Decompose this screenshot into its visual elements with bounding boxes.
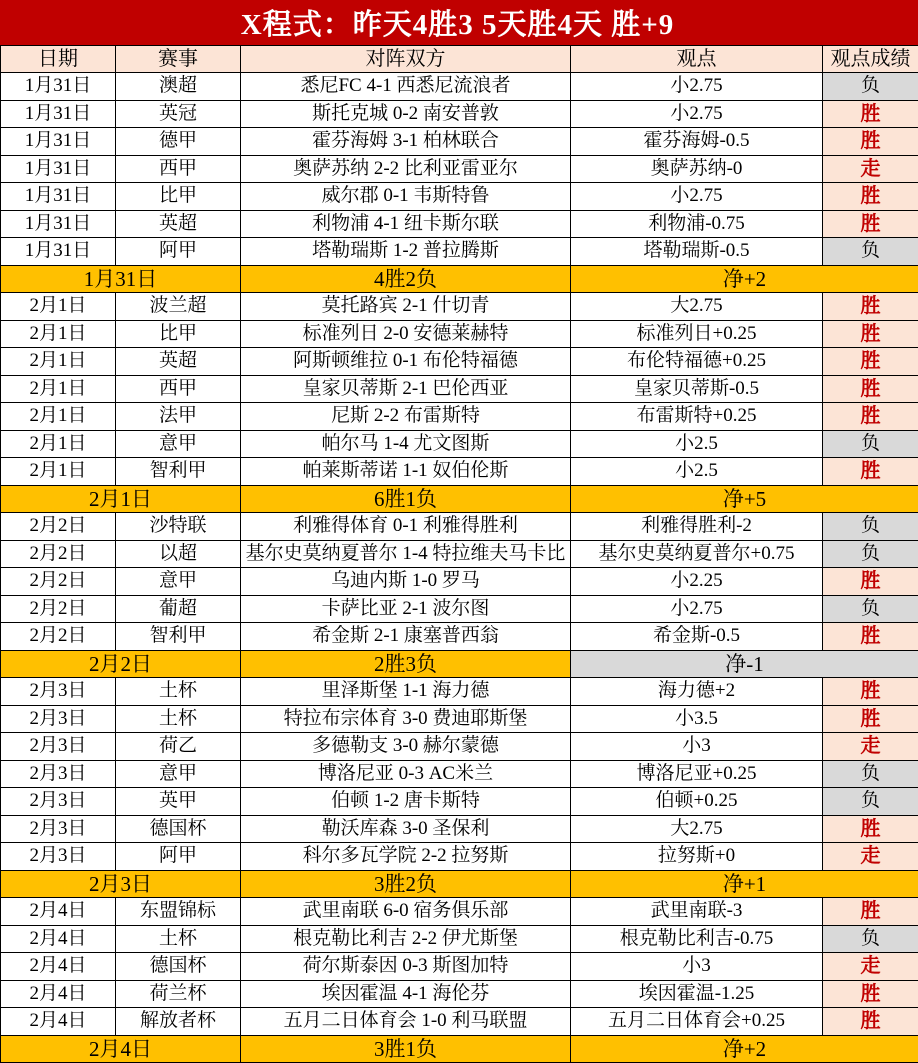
result-cell: 负 [823, 760, 918, 788]
column-header-matchup: 对阵双方 [241, 46, 571, 73]
league-cell: 比甲 [116, 320, 241, 348]
date-cell: 2月3日 [1, 678, 116, 706]
summary-row [1, 870, 918, 898]
match-row [1, 210, 918, 238]
match-row [1, 815, 918, 843]
opinion-cell: 布伦特福德+0.25 [571, 348, 823, 376]
column-header-date: 日期 [1, 46, 116, 73]
date-cell: 2月3日 [1, 843, 116, 871]
result-cell: 胜 [823, 815, 918, 843]
page-title: X程式：昨天4胜3 5天胜4天 胜+9 [0, 0, 915, 45]
date-cell: 1月31日 [1, 155, 116, 183]
result-cell: 胜 [823, 293, 918, 321]
opinion-cell: 武里南联-3 [571, 898, 823, 926]
result-cell: 胜 [823, 128, 918, 156]
match-cell: 特拉布宗体育 3-0 费迪耶斯堡 [241, 705, 571, 733]
result-cell: 胜 [823, 210, 918, 238]
opinion-cell: 大2.75 [571, 293, 823, 321]
summary-net-cell: 净+2 [571, 1035, 918, 1063]
opinion-cell: 根克勒比利吉-0.75 [571, 925, 823, 953]
date-cell: 2月1日 [1, 430, 116, 458]
match-row [1, 1008, 918, 1036]
header-row [1, 46, 918, 73]
opinion-cell: 小2.75 [571, 595, 823, 623]
date-cell: 1月31日 [1, 73, 116, 101]
opinion-cell: 霍芬海姆-0.5 [571, 128, 823, 156]
league-cell: 土杯 [116, 678, 241, 706]
match-row [1, 348, 918, 376]
opinion-cell: 小2.25 [571, 568, 823, 596]
date-cell: 2月4日 [1, 980, 116, 1008]
league-cell: 意甲 [116, 760, 241, 788]
result-cell: 胜 [823, 623, 918, 651]
match-cell: 标准列日 2-0 安德莱赫特 [241, 320, 571, 348]
date-cell: 2月4日 [1, 1008, 116, 1036]
result-cell: 胜 [823, 320, 918, 348]
match-row [1, 540, 918, 568]
match-cell: 奥萨苏纳 2-2 比利亚雷亚尔 [241, 155, 571, 183]
league-cell: 智利甲 [116, 458, 241, 486]
match-cell: 利雅得体育 0-1 利雅得胜利 [241, 513, 571, 541]
summary-date-cell: 2月2日 [1, 650, 241, 678]
match-cell: 希金斯 2-1 康塞普西翁 [241, 623, 571, 651]
league-cell: 阿甲 [116, 238, 241, 266]
match-cell: 卡萨比亚 2-1 波尔图 [241, 595, 571, 623]
opinion-cell: 小2.5 [571, 430, 823, 458]
league-cell: 比甲 [116, 183, 241, 211]
result-cell: 胜 [823, 375, 918, 403]
league-cell: 德国杯 [116, 815, 241, 843]
table-body [1, 73, 918, 1063]
result-cell: 负 [823, 788, 918, 816]
match-cell: 阿斯顿维拉 0-1 布伦特福德 [241, 348, 571, 376]
result-cell: 负 [823, 540, 918, 568]
result-cell: 胜 [823, 183, 918, 211]
result-cell: 负 [823, 925, 918, 953]
summary-record-cell: 6胜1负 [241, 485, 571, 513]
match-row [1, 953, 918, 981]
summary-date-cell: 2月3日 [1, 870, 241, 898]
summary-record-cell: 3胜1负 [241, 1035, 571, 1063]
opinion-cell: 小3 [571, 733, 823, 761]
summary-record-cell: 2胜3负 [241, 650, 571, 678]
summary-row [1, 650, 918, 678]
league-cell: 法甲 [116, 403, 241, 431]
league-cell: 波兰超 [116, 293, 241, 321]
match-row [1, 293, 918, 321]
date-cell: 2月4日 [1, 953, 116, 981]
opinion-cell: 小2.75 [571, 100, 823, 128]
result-cell: 负 [823, 595, 918, 623]
league-cell: 土杯 [116, 705, 241, 733]
opinion-cell: 五月二日体育会+0.25 [571, 1008, 823, 1036]
match-cell: 悉尼FC 4-1 西悉尼流浪者 [241, 73, 571, 101]
result-cell: 胜 [823, 1008, 918, 1036]
league-cell: 澳超 [116, 73, 241, 101]
date-cell: 2月2日 [1, 595, 116, 623]
league-cell: 意甲 [116, 568, 241, 596]
league-cell: 葡超 [116, 595, 241, 623]
league-cell: 西甲 [116, 375, 241, 403]
match-row [1, 458, 918, 486]
match-row [1, 568, 918, 596]
match-cell: 博洛尼亚 0-3 AC米兰 [241, 760, 571, 788]
summary-date-cell: 2月1日 [1, 485, 241, 513]
opinion-cell: 小3 [571, 953, 823, 981]
match-cell: 埃因霍温 4-1 海伦芬 [241, 980, 571, 1008]
date-cell: 1月31日 [1, 128, 116, 156]
match-cell: 莫托路宾 2-1 什切青 [241, 293, 571, 321]
date-cell: 2月3日 [1, 760, 116, 788]
summary-net-cell: 净+2 [571, 265, 918, 293]
match-row [1, 155, 918, 183]
match-row [1, 843, 918, 871]
result-cell: 负 [823, 513, 918, 541]
match-cell: 尼斯 2-2 布雷斯特 [241, 403, 571, 431]
match-cell: 帕尔马 1-4 尤文图斯 [241, 430, 571, 458]
date-cell: 2月1日 [1, 348, 116, 376]
league-cell: 意甲 [116, 430, 241, 458]
result-cell: 胜 [823, 403, 918, 431]
match-cell: 里泽斯堡 1-1 海力德 [241, 678, 571, 706]
date-cell: 2月4日 [1, 898, 116, 926]
date-cell: 2月1日 [1, 375, 116, 403]
league-cell: 阿甲 [116, 843, 241, 871]
date-cell: 2月1日 [1, 403, 116, 431]
date-cell: 1月31日 [1, 210, 116, 238]
result-cell: 负 [823, 73, 918, 101]
match-cell: 武里南联 6-0 宿务俱乐部 [241, 898, 571, 926]
match-row [1, 128, 918, 156]
match-row [1, 678, 918, 706]
result-cell: 胜 [823, 458, 918, 486]
match-row [1, 183, 918, 211]
results-table [0, 45, 918, 1063]
match-cell: 基尔史莫纳夏普尔 1-4 特拉维夫马卡比 [241, 540, 571, 568]
league-cell: 英超 [116, 210, 241, 238]
match-row [1, 733, 918, 761]
match-row [1, 925, 918, 953]
match-cell: 根克勒比利吉 2-2 伊尤斯堡 [241, 925, 571, 953]
date-cell: 2月3日 [1, 705, 116, 733]
opinion-cell: 利雅得胜利-2 [571, 513, 823, 541]
opinion-cell: 大2.75 [571, 815, 823, 843]
match-cell: 五月二日体育会 1-0 利马联盟 [241, 1008, 571, 1036]
league-cell: 智利甲 [116, 623, 241, 651]
date-cell: 2月1日 [1, 458, 116, 486]
opinion-cell: 小2.75 [571, 183, 823, 211]
result-cell: 负 [823, 430, 918, 458]
match-row [1, 430, 918, 458]
summary-date-cell: 1月31日 [1, 265, 241, 293]
date-cell: 2月2日 [1, 513, 116, 541]
opinion-cell: 小2.75 [571, 73, 823, 101]
summary-record-cell: 3胜2负 [241, 870, 571, 898]
league-cell: 英超 [116, 348, 241, 376]
date-cell: 2月1日 [1, 293, 116, 321]
league-cell: 以超 [116, 540, 241, 568]
opinion-cell: 标准列日+0.25 [571, 320, 823, 348]
match-row [1, 238, 918, 266]
date-cell: 1月31日 [1, 183, 116, 211]
opinion-cell: 埃因霍温-1.25 [571, 980, 823, 1008]
result-cell: 走 [823, 953, 918, 981]
date-cell: 2月3日 [1, 788, 116, 816]
match-cell: 乌迪内斯 1-0 罗马 [241, 568, 571, 596]
opinion-cell: 布雷斯特+0.25 [571, 403, 823, 431]
opinion-cell: 博洛尼亚+0.25 [571, 760, 823, 788]
date-cell: 2月2日 [1, 568, 116, 596]
match-row [1, 513, 918, 541]
opinion-cell: 皇家贝蒂斯-0.5 [571, 375, 823, 403]
result-cell: 胜 [823, 678, 918, 706]
date-cell: 1月31日 [1, 238, 116, 266]
match-row [1, 788, 918, 816]
match-cell: 科尔多瓦学院 2-2 拉努斯 [241, 843, 571, 871]
date-cell: 1月31日 [1, 100, 116, 128]
result-cell: 胜 [823, 980, 918, 1008]
match-cell: 伯顿 1-2 唐卡斯特 [241, 788, 571, 816]
league-cell: 英甲 [116, 788, 241, 816]
column-header-league: 赛事 [116, 46, 241, 73]
summary-net-cell: 净+1 [571, 870, 918, 898]
match-row [1, 705, 918, 733]
summary-date-cell: 2月4日 [1, 1035, 241, 1063]
league-cell: 德甲 [116, 128, 241, 156]
match-row [1, 73, 918, 101]
summary-row [1, 485, 918, 513]
match-row [1, 760, 918, 788]
match-cell: 塔勒瑞斯 1-2 普拉腾斯 [241, 238, 571, 266]
date-cell: 2月2日 [1, 623, 116, 651]
result-cell: 胜 [823, 100, 918, 128]
result-cell: 走 [823, 733, 918, 761]
match-cell: 帕莱斯蒂诺 1-1 奴伯伦斯 [241, 458, 571, 486]
match-cell: 威尔郡 0-1 韦斯特鲁 [241, 183, 571, 211]
league-cell: 德国杯 [116, 953, 241, 981]
league-cell: 解放者杯 [116, 1008, 241, 1036]
date-cell: 2月4日 [1, 925, 116, 953]
match-cell: 勒沃库森 3-0 圣保利 [241, 815, 571, 843]
date-cell: 2月3日 [1, 733, 116, 761]
opinion-cell: 奥萨苏纳-0 [571, 155, 823, 183]
match-row [1, 403, 918, 431]
match-row [1, 595, 918, 623]
date-cell: 2月2日 [1, 540, 116, 568]
league-cell: 土杯 [116, 925, 241, 953]
match-row [1, 375, 918, 403]
column-header-result: 观点成绩 [823, 46, 918, 73]
summary-net-cell: 净+5 [571, 485, 918, 513]
match-cell: 霍芬海姆 3-1 柏林联合 [241, 128, 571, 156]
opinion-cell: 伯顿+0.25 [571, 788, 823, 816]
opinion-cell: 拉努斯+0 [571, 843, 823, 871]
opinion-cell: 塔勒瑞斯-0.5 [571, 238, 823, 266]
match-cell: 利物浦 4-1 纽卡斯尔联 [241, 210, 571, 238]
match-cell: 斯托克城 0-2 南安普敦 [241, 100, 571, 128]
date-cell: 2月1日 [1, 320, 116, 348]
opinion-cell: 海力德+2 [571, 678, 823, 706]
column-header-opinion: 观点 [571, 46, 823, 73]
result-cell: 胜 [823, 705, 918, 733]
league-cell: 英冠 [116, 100, 241, 128]
match-cell: 荷尔斯泰因 0-3 斯图加特 [241, 953, 571, 981]
date-cell: 2月3日 [1, 815, 116, 843]
opinion-cell: 利物浦-0.75 [571, 210, 823, 238]
match-row [1, 100, 918, 128]
result-cell: 胜 [823, 898, 918, 926]
match-row [1, 980, 918, 1008]
league-cell: 沙特联 [116, 513, 241, 541]
opinion-cell: 基尔史莫纳夏普尔+0.75 [571, 540, 823, 568]
result-cell: 负 [823, 238, 918, 266]
match-row [1, 320, 918, 348]
league-cell: 荷乙 [116, 733, 241, 761]
summary-record-cell: 4胜2负 [241, 265, 571, 293]
league-cell: 荷兰杯 [116, 980, 241, 1008]
result-cell: 胜 [823, 568, 918, 596]
opinion-cell: 小3.5 [571, 705, 823, 733]
league-cell: 西甲 [116, 155, 241, 183]
match-row [1, 898, 918, 926]
match-row [1, 623, 918, 651]
result-cell: 胜 [823, 348, 918, 376]
result-cell: 走 [823, 843, 918, 871]
summary-row [1, 1035, 918, 1063]
result-cell: 走 [823, 155, 918, 183]
summary-net-cell: 净-1 [571, 650, 918, 678]
match-cell: 皇家贝蒂斯 2-1 巴伦西亚 [241, 375, 571, 403]
match-cell: 多德勒支 3-0 赫尔蒙德 [241, 733, 571, 761]
opinion-cell: 希金斯-0.5 [571, 623, 823, 651]
opinion-cell: 小2.5 [571, 458, 823, 486]
league-cell: 东盟锦标 [116, 898, 241, 926]
summary-row [1, 265, 918, 293]
